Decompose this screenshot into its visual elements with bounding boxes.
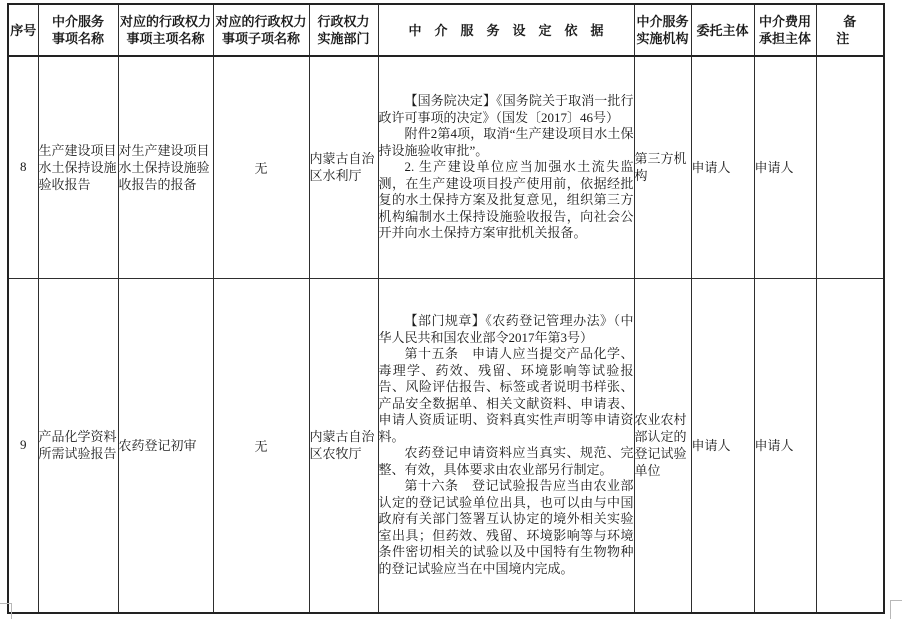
basis-paragraph: 2. 生产建设单位应当加强水土流失监测，在生产建设项目投产使用前，依据经批复的水土保持方案及批复意见，组织第三方机构编制水土保持设施验收报告，向社会公开并向水土保持方案审批机关报备。: [378, 159, 634, 240]
table-row: [8, 56, 884, 278]
col-header-line: 实施部门: [317, 31, 370, 46]
col-header-line: 事项子项名称: [221, 31, 300, 46]
cell-client: 申请人: [691, 56, 754, 278]
col-header-line: 对应的行政权力: [215, 14, 307, 29]
col-header-client: [691, 4, 754, 56]
col-header-service-item: [38, 4, 118, 56]
col-header-line: 实施机构: [636, 31, 689, 46]
col-header-line: 中介服务设定依据: [408, 22, 617, 38]
page-corner-mark-bottom-right: [890, 600, 902, 619]
cell-index: 9: [8, 278, 38, 613]
basis-paragraph: 附件2第4项，取消“生产建设项目水土保持设施验收审批”。: [378, 126, 634, 158]
cell-department: 内蒙古自治区水利厅: [309, 56, 378, 278]
basis-paragraph: 农药登记申请资料应当真实、规范、完整、有效，具体要求由农业部另行制定。: [378, 445, 634, 477]
basis-paragraph: 第十六条 登记试验报告应当由农业部认定的登记试验单位出具，也可以由与中国政府有关部门签署互认协定的境外相关实验室出具；但药效、残留、环境影响等与环境条件密切相关的试验以及中国特有生物物种的登记试验应当在中国境内完成。: [378, 478, 634, 576]
col-header-line: 行政权力: [317, 14, 370, 29]
basis-paragraph: 【部门规章】《农药登记管理办法》（中华人民共和国农业部令2017年第3号）: [378, 313, 634, 345]
cell-remark: [816, 56, 884, 278]
cell-payer: 申请人: [754, 56, 816, 278]
col-header-line: 中介费用: [758, 14, 811, 29]
cell-payer: 申请人: [754, 278, 816, 613]
cell-index: 8: [8, 56, 38, 278]
col-header-line: 承担主体: [758, 31, 811, 46]
cell-basis: [378, 56, 634, 278]
basis-paragraph: 第十五条 申请人应当提交产品化学、毒理学、药效、残留、环境影响等试验报告、风险评估报告、标签或者说明书样张、产品安全数据单、相关文献资料、申请表、申请人资质证明、资料真实性声明等申请资料。: [378, 346, 634, 444]
cell-service-item: 生产建设项目水土保持设施验收报告: [38, 56, 118, 278]
col-header-line: 备注: [836, 14, 871, 46]
col-header-sub-item: [213, 4, 309, 56]
cell-sub-item: 无: [213, 278, 309, 613]
col-header-basis: [378, 4, 634, 56]
cell-basis: [378, 278, 634, 613]
col-header-remark: [816, 4, 884, 56]
cell-remark: [816, 278, 884, 613]
col-header-line: 序号: [10, 22, 37, 38]
intermediary-services-table: [7, 3, 885, 614]
col-header-line: 中介服务: [51, 14, 104, 29]
col-header-line: 事项主项名称: [126, 31, 205, 46]
col-header-payer: [754, 4, 816, 56]
col-header-department: [309, 4, 378, 56]
table-header-row: [8, 4, 884, 56]
col-header-line: 中介服务: [636, 14, 689, 29]
col-header-line: 对应的行政权力: [119, 14, 211, 29]
col-header-main-item: [118, 4, 213, 56]
cell-sub-item: 无: [213, 56, 309, 278]
cell-main-item: 对生产建设项目水土保持设施验收报告的报备: [118, 56, 213, 278]
col-header-agency: [634, 4, 691, 56]
table-row: [8, 278, 884, 613]
basis-paragraph: 【国务院决定】《国务院关于取消一批行政许可事项的决定》（国发〔2017〕46号）: [378, 93, 634, 125]
cell-client: 申请人: [691, 278, 754, 613]
col-header-index: [8, 4, 38, 56]
cell-agency: 第三方机构: [634, 56, 691, 278]
cell-department: 内蒙古自治区农牧厅: [309, 278, 378, 613]
col-header-line: 事项名称: [51, 31, 104, 46]
cell-main-item: 农药登记初审: [118, 278, 213, 613]
cell-agency: 农业农村部认定的登记试验单位: [634, 278, 691, 613]
col-header-line: 委托主体: [696, 22, 749, 38]
cell-service-item: 产品化学资料所需试验报告: [38, 278, 118, 613]
